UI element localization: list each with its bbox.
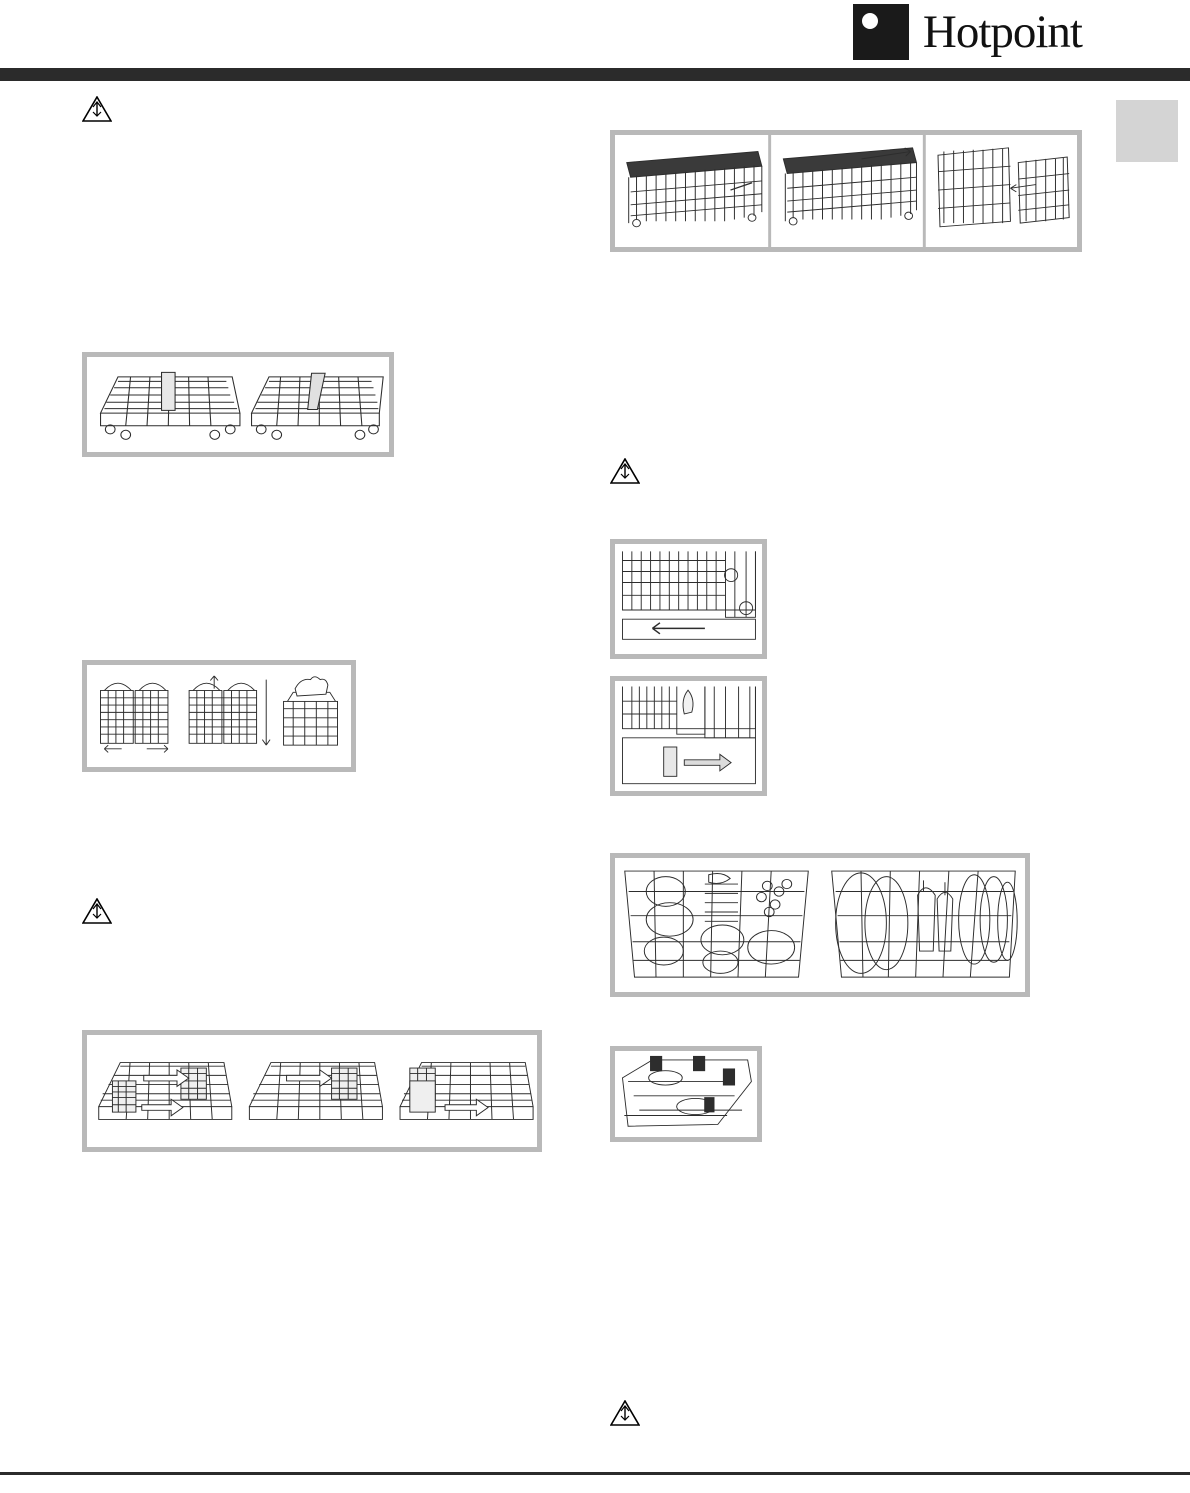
brand-logo [853, 4, 1082, 60]
header-divider [0, 68, 1190, 81]
left-column [82, 96, 552, 1152]
page-tab-marker [1116, 100, 1178, 162]
figure-upper-basket-tip-up-plate-racks [610, 130, 1082, 252]
right-column [610, 96, 1080, 1142]
figure-cutlery-basket-sections [82, 660, 356, 772]
tip-up-plate-racks-drawing [615, 135, 1077, 247]
figure-loaded-baskets-examples [610, 853, 1030, 997]
warning-triangle-icon [82, 898, 112, 924]
warning-triangle-icon [610, 1400, 640, 1426]
warning-note-1 [82, 96, 552, 130]
warning-note-2 [82, 898, 552, 932]
height-adjust-side-drawing [615, 544, 762, 654]
warning-triangle-icon [610, 458, 640, 484]
figure-upper-basket-height-adjust-rail [610, 676, 767, 796]
figure-lower-basket-adjustable-flaps [82, 352, 394, 457]
loaded-baskets-drawing [615, 858, 1025, 992]
footer-divider [0, 1472, 1190, 1475]
figure-upper-basket-cutlery-tray-positions [82, 1030, 542, 1152]
warning-triangle-icon [82, 96, 112, 122]
logo-dot [862, 13, 878, 29]
cutlery-tray-drawing [615, 1051, 757, 1137]
figure-cutlery-tray-top [610, 1046, 762, 1142]
warning-note-3 [610, 458, 1080, 492]
height-adjust-rail-drawing [615, 681, 762, 791]
cutlery-basket-sections-drawing [87, 665, 351, 767]
brand-name: Hotpoint [922, 6, 1082, 58]
warning-note-4 [610, 1400, 640, 1426]
upper-basket-cutlery-positions-drawing [87, 1035, 537, 1147]
figure-upper-basket-height-adjust-lower [610, 539, 767, 659]
hotpoint-square-dot-logo-icon [853, 4, 909, 60]
lower-basket-adjustable-flaps-drawing [87, 357, 389, 452]
